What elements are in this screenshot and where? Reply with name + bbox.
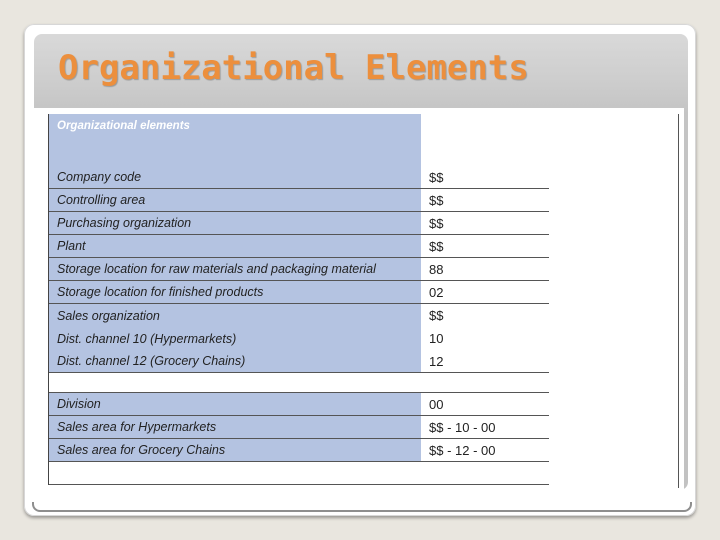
element-cell: Sales organization bbox=[49, 304, 421, 327]
element-cell: Storage location for finished products bbox=[49, 281, 421, 303]
key-cell: 88 bbox=[421, 258, 549, 280]
slide-card bbox=[24, 24, 696, 516]
element-cell: Storage location for raw materials and packaging material bbox=[49, 258, 421, 280]
slide-title: Organizational Elements bbox=[58, 48, 529, 88]
table-row bbox=[49, 189, 549, 212]
key-cell: 02 bbox=[421, 281, 549, 303]
element-cell: Purchasing organization bbox=[49, 212, 421, 234]
header-organizational-elements: Organizational elements bbox=[49, 114, 421, 166]
table-row-empty bbox=[49, 462, 549, 485]
table-row bbox=[49, 327, 549, 350]
organizational-elements-table bbox=[48, 114, 549, 485]
empty-cell bbox=[421, 373, 549, 392]
slide-bottom-frame bbox=[32, 502, 692, 512]
key-cell: 00 bbox=[421, 393, 549, 415]
key-cell: $$ bbox=[421, 189, 549, 211]
element-cell: Dist. channel 10 (Hypermarkets) bbox=[49, 327, 421, 350]
element-cell: Company code bbox=[49, 166, 421, 188]
empty-cell bbox=[49, 462, 421, 484]
divider-line bbox=[678, 114, 679, 488]
header-keys-line: (Introductory and bbox=[429, 134, 525, 146]
table-row bbox=[49, 350, 549, 373]
header-keys-line: extended games) bbox=[429, 148, 523, 160]
table-row bbox=[49, 258, 549, 281]
table-row bbox=[49, 416, 549, 439]
header-keys bbox=[421, 114, 549, 166]
element-cell: Plant bbox=[49, 235, 421, 257]
header-keys-line: Keys bbox=[429, 120, 457, 132]
empty-cell bbox=[49, 373, 421, 392]
key-cell: 10 bbox=[421, 327, 549, 350]
key-cell: $$ - 12 - 00 bbox=[421, 439, 549, 461]
table-row bbox=[49, 304, 549, 327]
table-row bbox=[49, 166, 549, 189]
table-row bbox=[49, 212, 549, 235]
table-header-row bbox=[49, 114, 549, 166]
table-row bbox=[49, 439, 549, 462]
key-cell: $$ bbox=[421, 235, 549, 257]
empty-cell bbox=[421, 462, 549, 484]
table-row bbox=[49, 393, 549, 416]
element-cell: Dist. channel 12 (Grocery Chains) bbox=[49, 350, 421, 372]
element-cell: Sales area for Grocery Chains bbox=[49, 439, 421, 461]
table-row bbox=[49, 281, 549, 304]
key-cell: $$ bbox=[421, 212, 549, 234]
table-row-empty bbox=[49, 373, 549, 393]
key-cell: 12 bbox=[421, 350, 549, 372]
element-cell: Division bbox=[49, 393, 421, 415]
key-cell: $$ - 10 - 00 bbox=[421, 416, 549, 438]
table-row bbox=[49, 235, 549, 258]
key-cell: $$ bbox=[421, 166, 549, 188]
element-cell: Sales area for Hypermarkets bbox=[49, 416, 421, 438]
key-cell: $$ bbox=[421, 304, 549, 327]
element-cell: Controlling area bbox=[49, 189, 421, 211]
